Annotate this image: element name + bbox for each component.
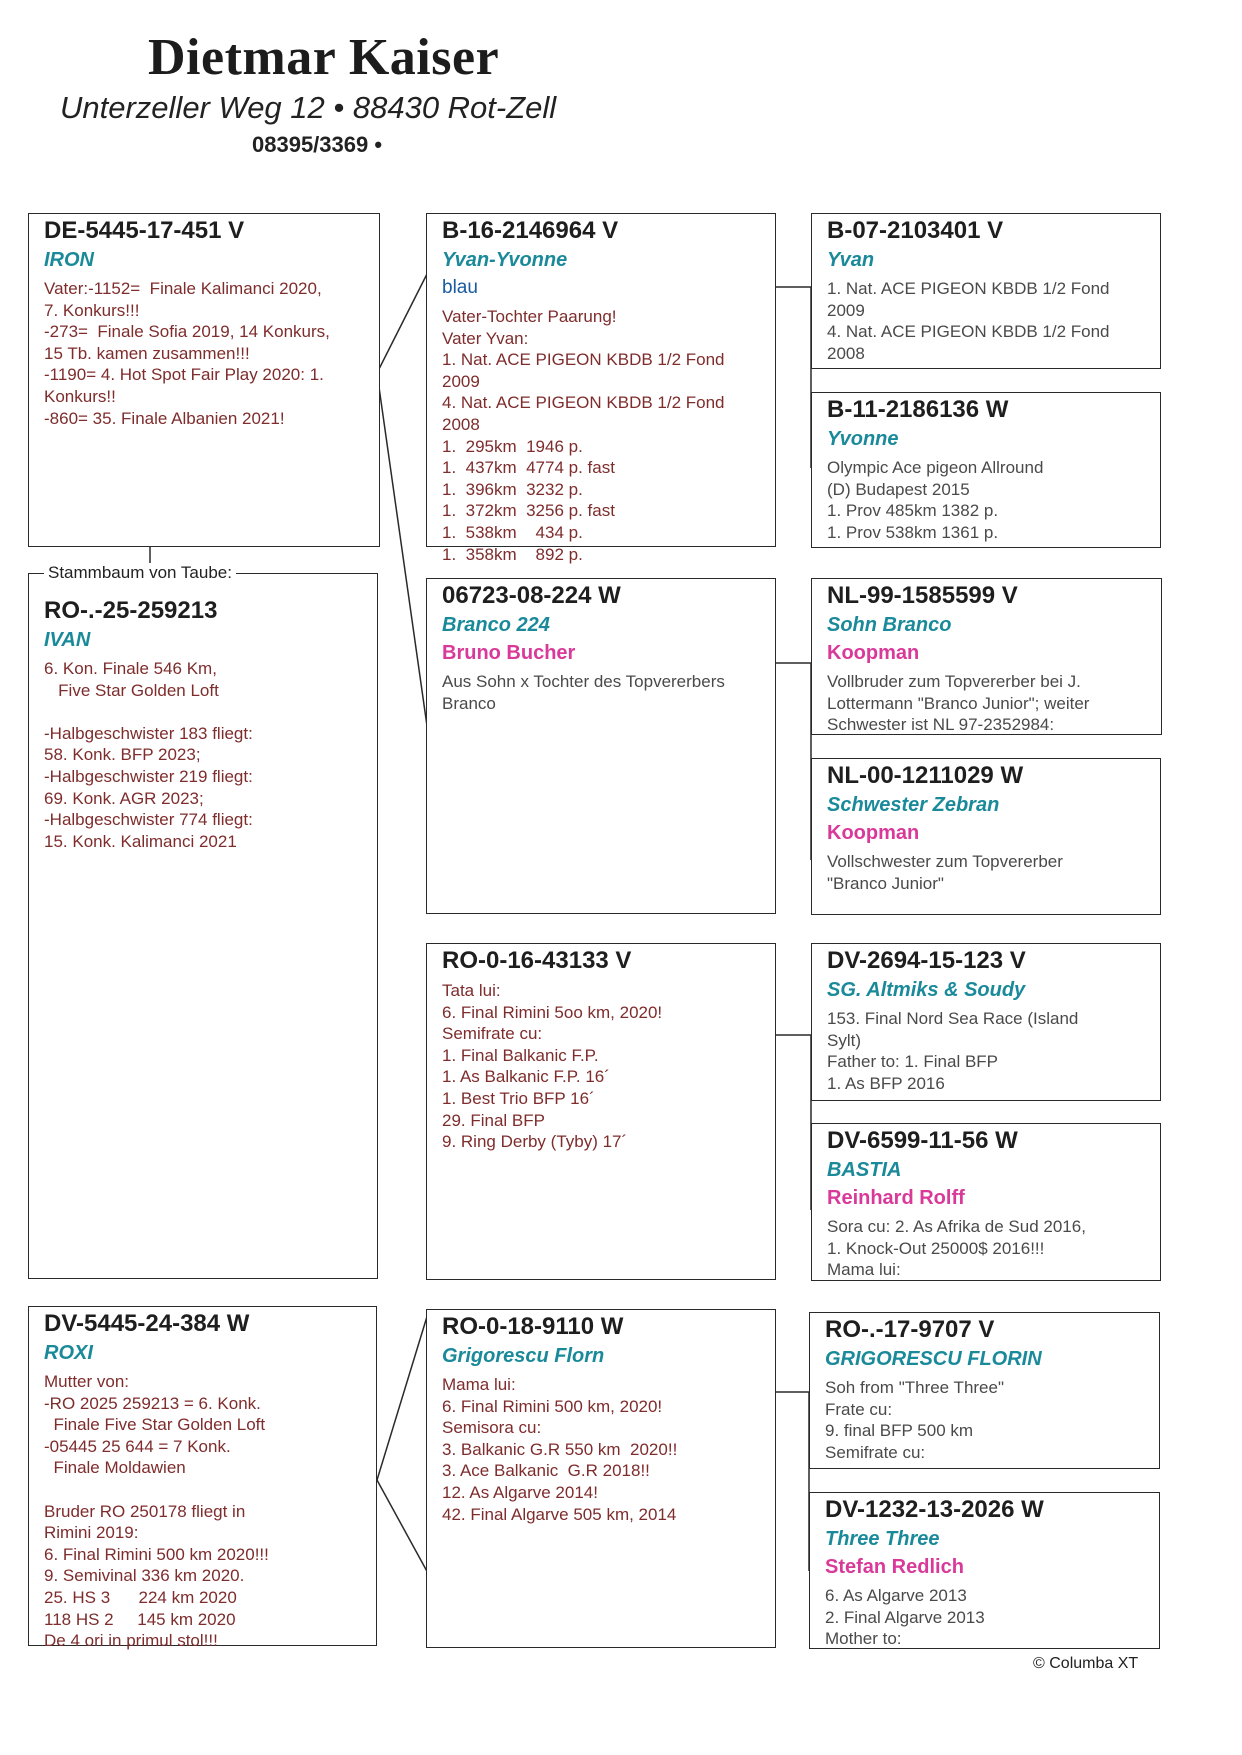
- performance-notes: Vollschwester zum Topvererber "Branco Junior": [827, 852, 1063, 893]
- performance-notes: 6. As Algarve 2013 2. Final Algarve 2013 Mother to:: [825, 1586, 985, 1649]
- ring-number: B-11-2186136 W: [827, 396, 1009, 423]
- owner-phone: 08395/3369 •: [252, 132, 383, 157]
- pigeon-name: Three Three: [825, 1528, 940, 1550]
- performance-notes: Vollbruder zum Topvererber bei J. Lottermann "Branco Junior"; weiter Schwester ist NL 97-2352984:: [827, 672, 1090, 735]
- pedigree-box-gg-3: [811, 578, 1162, 735]
- pigeon-name: IVAN: [44, 629, 91, 651]
- ring-number: NL-99-1585599 V: [827, 582, 1018, 609]
- ring-number: RO-0-18-9110 W: [442, 1313, 624, 1340]
- ring-number: DV-5445-24-384 W: [44, 1310, 250, 1337]
- pigeon-name: GRIGORESCU FLORIN: [825, 1348, 1042, 1370]
- performance-notes: Vater-Tochter Paarung! Vater Yvan: 1. Nat. ACE PIGEON KBDB 1/2 Fond 2009 4. Nat. ACE PIGEON KBDB 1/2 Fond 2008 1. 295km 1946 p. 1. 437km 4774 p. fast 1. 396km 3232 p. 1. 372km 3256 p. fast 1. 538km 434 p. 1. 358km 892 p.: [442, 307, 725, 564]
- pedigree-box-dam-sire: [426, 943, 776, 1280]
- breeder-name: Koopman: [827, 822, 920, 844]
- pigeon-name: Sohn Branco: [827, 614, 952, 636]
- pedigree-box-gg-5: [811, 943, 1161, 1101]
- ring-number: DV-2694-15-123 V: [827, 947, 1026, 974]
- ring-number: DV-1232-13-2026 W: [825, 1496, 1044, 1523]
- performance-notes: 1. Nat. ACE PIGEON KBDB 1/2 Fond 2009 4. Nat. ACE PIGEON KBDB 1/2 Fond 2008: [827, 279, 1110, 363]
- pedigree-box-sire-sire: [426, 213, 776, 564]
- pedigree-box-dam: [28, 1306, 377, 1651]
- pigeon-name: Schwester Zebran: [827, 794, 1000, 816]
- performance-notes: Olympic Ace pigeon Allround (D) Budapest 2015 1. Prov 485km 1382 p. 1. Prov 538km 1361 p.: [827, 458, 1044, 542]
- ring-number: B-07-2103401 V: [827, 217, 1004, 244]
- ring-number: RO-.-17-9707 V: [825, 1316, 995, 1343]
- performance-notes: Aus Sohn x Tochter des Topvererbers Branco: [442, 672, 725, 713]
- performance-notes: Sora cu: 2. As Afrika de Sud 2016, 1. Knock-Out 25000$ 2016!!! Mama lui:: [827, 1217, 1086, 1280]
- pedigree-box-gg-6: [811, 1123, 1161, 1281]
- pedigree-box-subject: [28, 573, 378, 1279]
- owner-address: Unterzeller Weg 12 • 88430 Rot-Zell: [60, 90, 557, 125]
- pedigree-box-gg-2: [811, 392, 1161, 548]
- pigeon-name: Grigorescu Florn: [442, 1345, 605, 1367]
- ring-number: 06723-08-224 W: [442, 582, 621, 609]
- copyright-notice: © Columba XT: [1033, 1655, 1139, 1672]
- pedigree-box-gg-1: [811, 213, 1161, 369]
- plumage-color: blau: [442, 277, 478, 298]
- pigeon-name: Yvan-Yvonne: [442, 249, 568, 271]
- breeder-name: Koopman: [827, 642, 920, 664]
- pigeon-name: ROXI: [44, 1342, 93, 1364]
- pigeon-name: Branco 224: [442, 614, 550, 636]
- ring-number: DE-5445-17-451 V: [44, 217, 245, 244]
- breeder-name: Stefan Redlich: [825, 1556, 964, 1578]
- pedigree-box-sire-dam: [426, 578, 776, 914]
- ring-number: RO-0-16-43133 V: [442, 947, 632, 974]
- pedigree-box-gg-8: [809, 1492, 1160, 1649]
- pedigree-box-gg-4: [811, 758, 1161, 915]
- performance-notes: Tata lui: 6. Final Rimini 5oo km, 2020! Semifrate cu: 1. Final Balkanic F.P. 1. As Balkanic F.P. 16´ 1. Best Trio BFP 16´ 29. Final BFP 9. Ring Derby (Tyby) 17´: [442, 981, 663, 1152]
- pigeon-name: IRON: [44, 249, 94, 271]
- pedigree-box-dam-dam: [426, 1309, 776, 1648]
- pigeon-name: BASTIA: [827, 1159, 902, 1181]
- performance-notes: Vater:-1152= Finale Kalimanci 2020, 7. Konkurs!!! -273= Finale Sofia 2019, 14 Konkurs, 15 Tb. kamen zusammen!!! -1190= 4. Hot Spot Fair Play 2020: 1. Konkurs!! -860= 35. Finale Albanien 2021!: [44, 279, 330, 428]
- performance-notes: Soh from "Three Three" Frate cu: 9. final BFP 500 km Semifrate cu:: [825, 1378, 1004, 1462]
- ring-number: NL-00-1211029 W: [827, 762, 1024, 789]
- breeder-name: Bruno Bucher: [442, 642, 576, 664]
- pigeon-name: SG. Altmiks & Soudy: [827, 979, 1026, 1001]
- owner-name: Dietmar Kaiser: [148, 29, 500, 86]
- pigeon-name: Yvonne: [827, 428, 899, 450]
- breeder-name: Reinhard Rolff: [827, 1187, 965, 1209]
- pedigree-legend: Stammbaum von Taube:: [44, 563, 236, 583]
- performance-notes: Mutter von: -RO 2025 259213 = 6. Konk. Finale Five Star Golden Loft -05445 25 644 = 7 Konk. Finale Moldawien Bruder RO 250178 fliegt in Rimini 2019: 6. Final Rimini 500 km 2020!!! 9. Semivinal 336 km 2020. 25. HS 3 224 km 2020 118 HS 2 145 km 2020 De 4 ori in primul stol!!!: [44, 1372, 269, 1651]
- pigeon-name: Yvan: [827, 249, 875, 271]
- performance-notes: 6. Kon. Finale 546 Km, Five Star Golden Loft -Halbgeschwister 183 fliegt: 58. Konk. BFP 2023; -Halbgeschwister 219 fliegt: 69. Konk. AGR 2023; -Halbgeschwister 774 fliegt: 15. Konk. Kalimanci 2021: [44, 659, 253, 851]
- pedigree-box-sire: [28, 213, 380, 547]
- performance-notes: 153. Final Nord Sea Race (Island Sylt) Father to: 1. Final BFP 1. As BFP 2016: [827, 1009, 1079, 1093]
- pedigree-box-gg-7: [809, 1312, 1160, 1469]
- ring-number: DV-6599-11-56 W: [827, 1127, 1018, 1154]
- ring-number: B-16-2146964 V: [442, 217, 619, 244]
- ring-number: RO-.-25-259213: [44, 597, 218, 624]
- performance-notes: Mama lui: 6. Final Rimini 500 km, 2020! Semisora cu: 3. Balkanic G.R 550 km 2020!! 3. Ace Balkanic G.R 2018!! 12. As Algarve 2014! 42. Final Algarve 505 km, 2014: [442, 1375, 678, 1524]
